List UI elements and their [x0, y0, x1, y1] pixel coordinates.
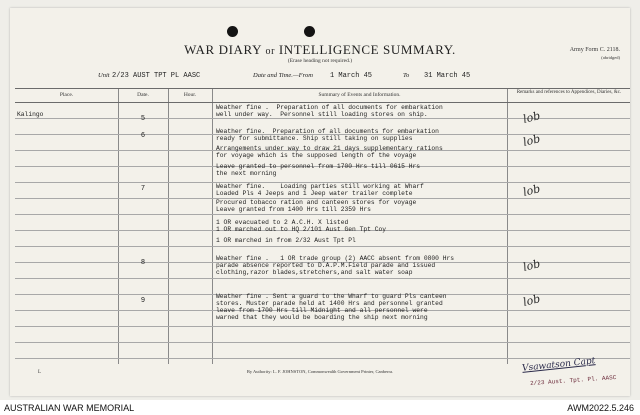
- entry-6-rations: Arrangements under way to draw 21 days supplementary rations for voyage which is the supposed length of the voyage: [216, 145, 443, 159]
- remarks-initials: lob: [521, 257, 542, 274]
- unit-value: 2/23 AUST TPT PL AASC: [112, 72, 201, 80]
- remarks-initials: lob: [521, 132, 542, 149]
- header-place: Place.: [59, 92, 74, 98]
- place-kalingo: Kalingo: [17, 111, 44, 118]
- title-intelligence-summary: INTELLIGENCE SUMMARY.: [278, 42, 456, 57]
- entry-8: Weather fine . 1 OR trade group (2) AACC absent from 0800 Hrs parade absence reported to D.A.P.M.Field parade and issued clothing,razor blades,stretchers,and salt water soap: [216, 255, 455, 276]
- header-date: Date.: [137, 92, 149, 98]
- entry-9: Weather fine . Sent a guard to the Wharf to guard Pls canteen stores. Muster parade held at 1400 Hrs and personnel granted leave from 1700 Hrs till Midnight and all personnel were warned that they would be boarding the ship next morning: [216, 293, 447, 321]
- remarks-initials: lob: [521, 182, 542, 199]
- entry-7-evacuated: 1 OR evacuated to 2 A.C.H. X listed 1 OR marched out to HQ 2/101 Aust Gen Tpt Coy: [216, 219, 387, 233]
- date-5: 5: [140, 115, 146, 123]
- column-divider: [507, 89, 508, 364]
- row-rule: [15, 326, 630, 327]
- header-summary: Summary of Events and Information.: [318, 92, 401, 98]
- punch-hole: [227, 26, 238, 37]
- entry-5: Weather fine . Preparation of all documents for embarkation well under way. Personnel still loading stores on ship.: [216, 104, 443, 118]
- punch-hole: [304, 26, 315, 37]
- entry-7-loading: Weather fine. Loading parties still working at Wharf Loaded Pls 4 Jeeps and 1 Jeep water trailer complete: [216, 183, 424, 197]
- row-rule: [15, 278, 630, 279]
- row-rule: [15, 214, 630, 215]
- form-corner-mark: L: [38, 370, 42, 375]
- column-divider: [212, 89, 213, 364]
- date-6: 6: [140, 132, 146, 140]
- header-rule: [15, 102, 630, 103]
- row-rule: [15, 246, 630, 247]
- army-form-label: Army Form C. 2118.: [569, 47, 620, 53]
- unit-line: [98, 72, 618, 84]
- army-form-abridged: (abridged): [601, 55, 620, 60]
- column-divider: [168, 89, 169, 364]
- unit-label: Unit: [98, 72, 110, 79]
- entry-7-marched-in: 1 OR marched in from 2/32 Aust Tpt Pl: [216, 237, 356, 244]
- army-form-number: [550, 46, 620, 62]
- form-title: [10, 42, 630, 58]
- column-divider: [118, 89, 119, 364]
- header-hour: Hour.: [183, 92, 197, 98]
- entry-7-tobacco: Procured tobacco ration and canteen stores for voyage Leave granted from 1400 Hrs till 2359 Hrs: [216, 199, 417, 213]
- date-to: 31 March 45: [424, 72, 471, 80]
- entry-6-embarkation: Weather fine. Preparation of all documents for embarkation ready for submittance. Ship still taking on supplies: [216, 128, 439, 142]
- signature: Vsawatson Capt: [521, 356, 596, 374]
- archive-footer: [0, 400, 640, 415]
- title-or: or: [265, 46, 275, 57]
- row-rule: [15, 358, 630, 359]
- to-label: To: [403, 72, 410, 79]
- date-time-label: Date and Time.—From: [253, 72, 313, 79]
- date-8: 8: [140, 259, 146, 267]
- printer-authority: By Authority: L. F. JOHNSTON, Commonwealth Government Printer, Canberra.: [246, 369, 394, 374]
- title-war-diary: WAR DIARY: [184, 42, 262, 57]
- diary-table: [15, 88, 630, 364]
- remarks-initials: lob: [521, 292, 542, 309]
- entry-6-leave: Leave granted to personnel from 1700 Hrs till 0615 Hrs the next morning: [216, 163, 421, 177]
- archive-name: AUSTRALIAN WAR MEMORIAL: [4, 403, 135, 413]
- date-7: 7: [140, 185, 146, 193]
- signature-unit-stamp: 2/23 Aust. Tpt. Pl. AASC: [529, 373, 617, 388]
- form-subtitle: (Erase heading not required.): [287, 58, 353, 64]
- row-rule: [15, 342, 630, 343]
- date-from: 1 March 45: [330, 72, 373, 80]
- date-9: 9: [140, 297, 146, 305]
- diary-sheet: [10, 8, 630, 396]
- header-remarks: Remarks and references to Appendices, Diaries, &c.: [516, 90, 622, 95]
- archive-reference: AWM2022.5.246: [567, 403, 634, 413]
- remarks-initials: lob: [521, 109, 542, 126]
